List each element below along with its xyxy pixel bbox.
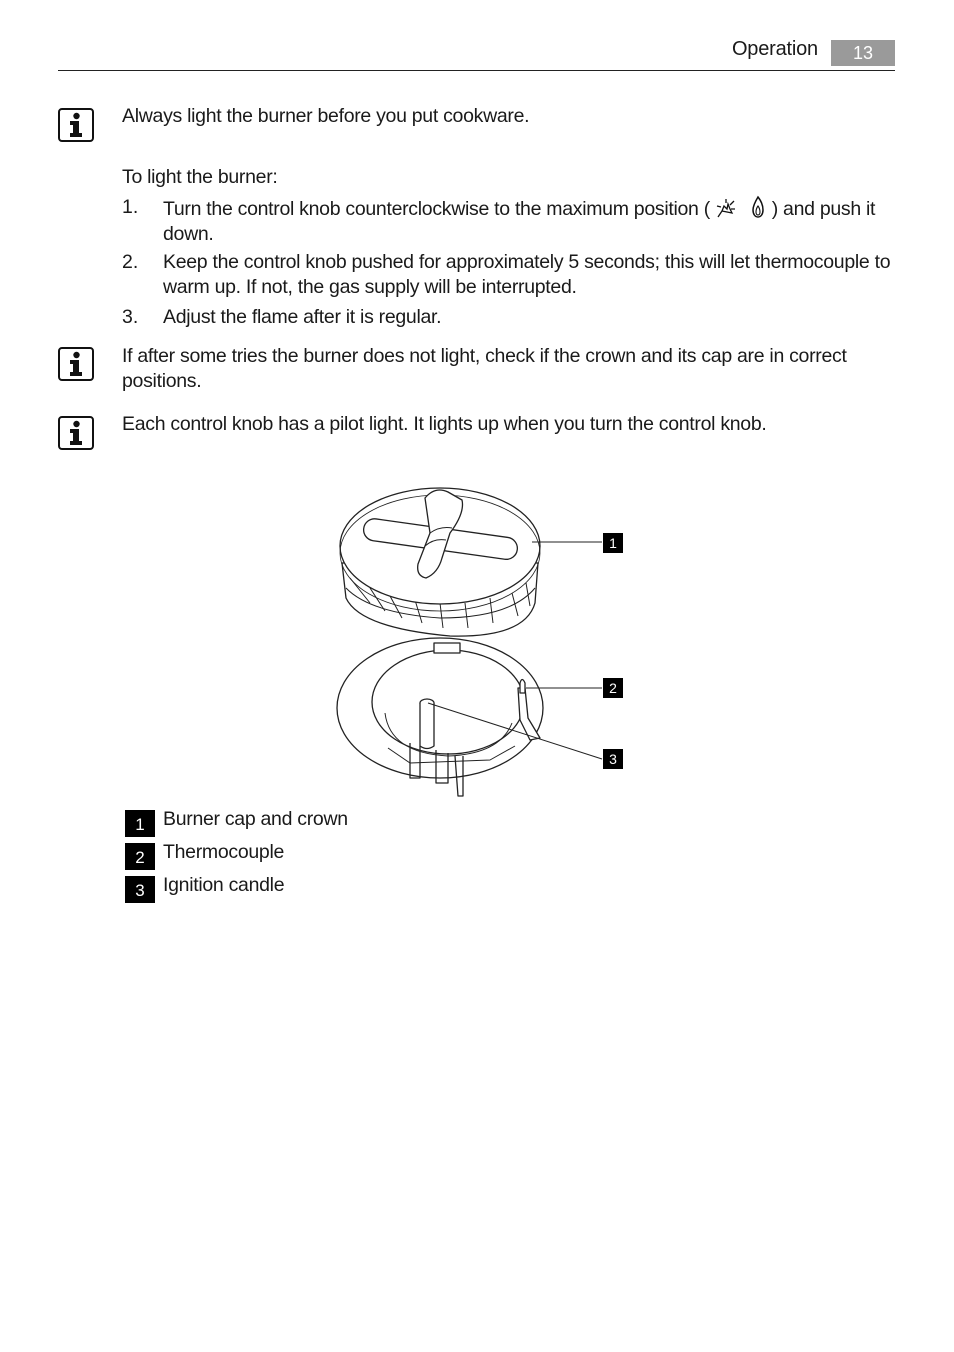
legend-number: 2	[125, 843, 155, 870]
step-text	[163, 195, 898, 247]
legend-label: Thermocouple	[163, 841, 285, 863]
max-flame-icon	[749, 195, 767, 219]
legend-number: 3	[125, 876, 155, 903]
step-number: 3.	[122, 306, 139, 328]
step-text: Keep the control knob pushed for approximately 5 seconds; this will let thermocouple to warm up. If not, the gas supply will be interrupted.	[163, 251, 891, 298]
step-number: 1.	[122, 196, 139, 218]
step-text-end: ) and push it down.	[163, 198, 876, 245]
note-text: Each control knob has a pilot light. It lights up when you turn the control knob.	[122, 413, 767, 435]
step-text: Adjust the flame after it is regular.	[163, 306, 442, 328]
page-number: 13	[831, 40, 895, 66]
procedure-intro: To light the burner:	[122, 166, 278, 188]
note-text: If after some tries the burner does not light, check if the crown and its cap are in correct positions.	[122, 345, 847, 392]
step-text-start: Turn the control knob counterclockwise to the maximum position (	[163, 198, 710, 220]
burner-diagram	[330, 478, 630, 803]
note-text: Always light the burner before you put cookware.	[122, 105, 530, 127]
ignition-spark-icon	[715, 197, 737, 219]
section-title: Operation	[731, 38, 818, 60]
legend-label: Ignition candle	[163, 874, 285, 896]
callout-2: 2	[603, 678, 623, 698]
info-icon	[58, 108, 94, 142]
header-divider	[58, 70, 895, 71]
step-number: 2.	[122, 251, 139, 273]
legend-label: Burner cap and crown	[163, 808, 348, 830]
legend-number: 1	[125, 810, 155, 837]
callout-1: 1	[603, 533, 623, 553]
info-icon	[58, 416, 94, 450]
info-icon	[58, 347, 94, 381]
callout-3: 3	[603, 749, 623, 769]
